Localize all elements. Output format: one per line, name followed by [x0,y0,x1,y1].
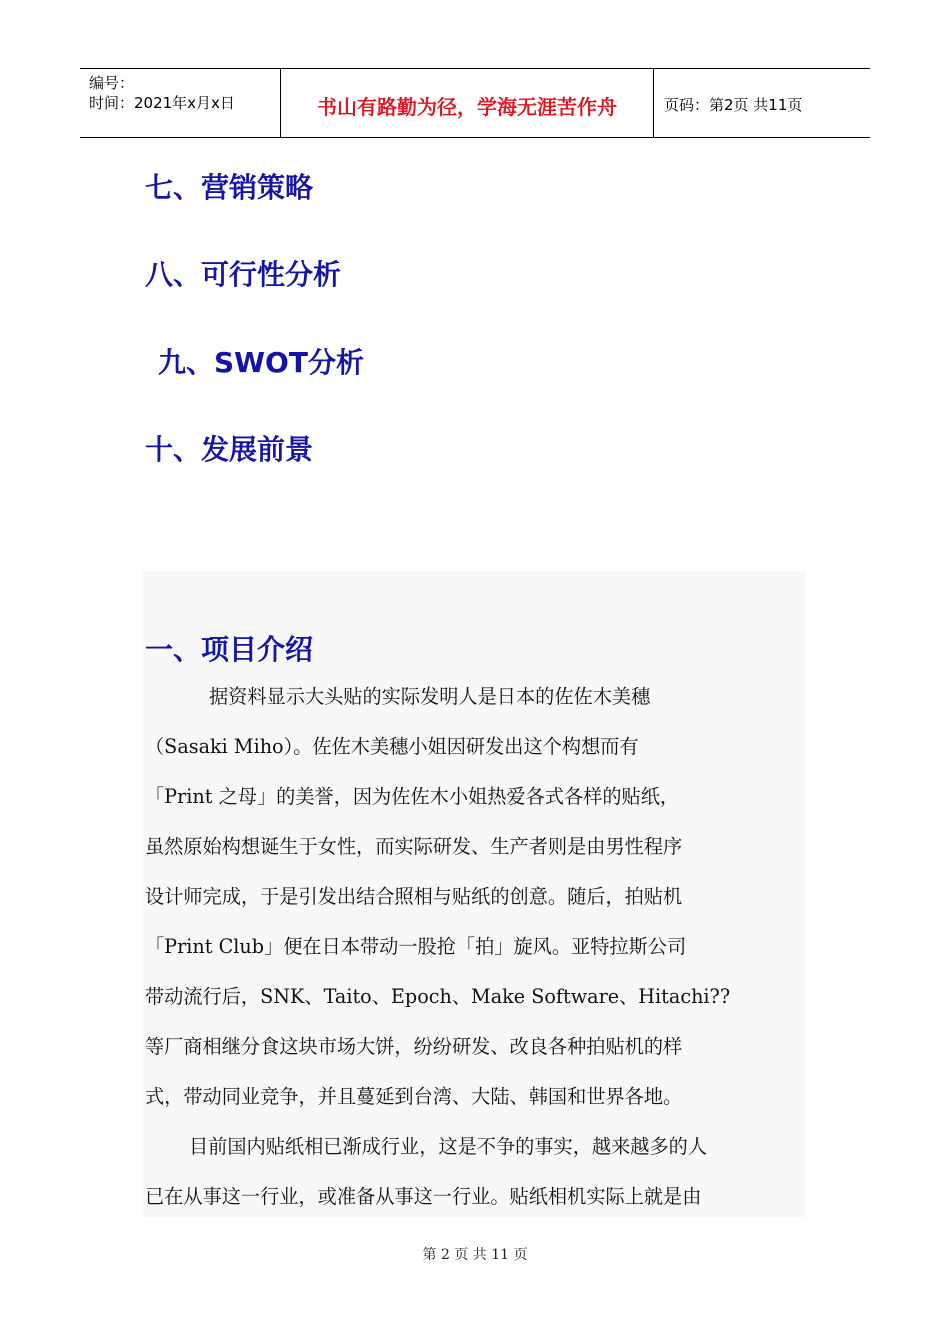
toc-item-prospects: 十、发展前景 [145,433,314,466]
toc-item-marketing: 七、营销策略 [145,171,314,204]
text-line: 式，带动同业竞争，并且蔓延到台湾、大陆、韩国和世界各地。 [145,1085,683,1108]
section-body [145,672,795,1222]
header-meta [80,69,281,137]
page-footer: 第 2 页 共 11 页 [422,1247,528,1263]
text-line: 等厂商相继分食这块市场大饼，纷纷研发、改良各种拍贴机的样 [145,1035,683,1058]
text-line: （Sasaki Miho）。佐佐木美穗小姐因研发出这个构想而有 [145,735,639,758]
paragraph-2 [145,1122,795,1222]
number-label: 编号： [89,74,135,92]
text-line: 已在从事这一行业，或准备从事这一行业。贴纸相机实际上就是由 [145,1185,702,1208]
paragraph-1 [145,672,795,1122]
text-line: 设计师完成，于是引发出结合照相与贴纸的创意。随后，拍贴机 [145,885,683,908]
text-line: 「Print 之母」的美誉，因为佐佐木小姐热爱各式各样的贴纸， [145,785,680,808]
text-line: 据资料显示大头贴的实际发明人是日本的佐佐木美穗 [209,685,651,708]
page-header [80,68,870,138]
section-title: 一、项目介绍 [145,633,314,666]
text-line: 虽然原始构想诞生于女性，而实际研发、生产者则是由男性程序 [145,835,683,858]
header-motto: 书山有路勤为径，学海无涯苦作舟 [281,69,654,137]
text-line: 带动流行后，SNK、Taito、Epoch、Make Software、Hitachi?? [145,985,731,1008]
header-page-info: 页码：第2页 共11页 [664,95,803,114]
text-line: 目前国内贴纸相已渐成行业，这是不争的事实，越来越多的人 [189,1135,708,1158]
toc-item-swot: 九、SWOT分析 [158,346,364,379]
text-line: 「Print Club」便在日本带动一股抢「拍」旋风。亚特拉斯公司 [145,935,687,958]
time-label: 时间：2021年x月x日 [89,94,235,112]
toc-item-feasibility: 八、可行性分析 [145,258,342,291]
